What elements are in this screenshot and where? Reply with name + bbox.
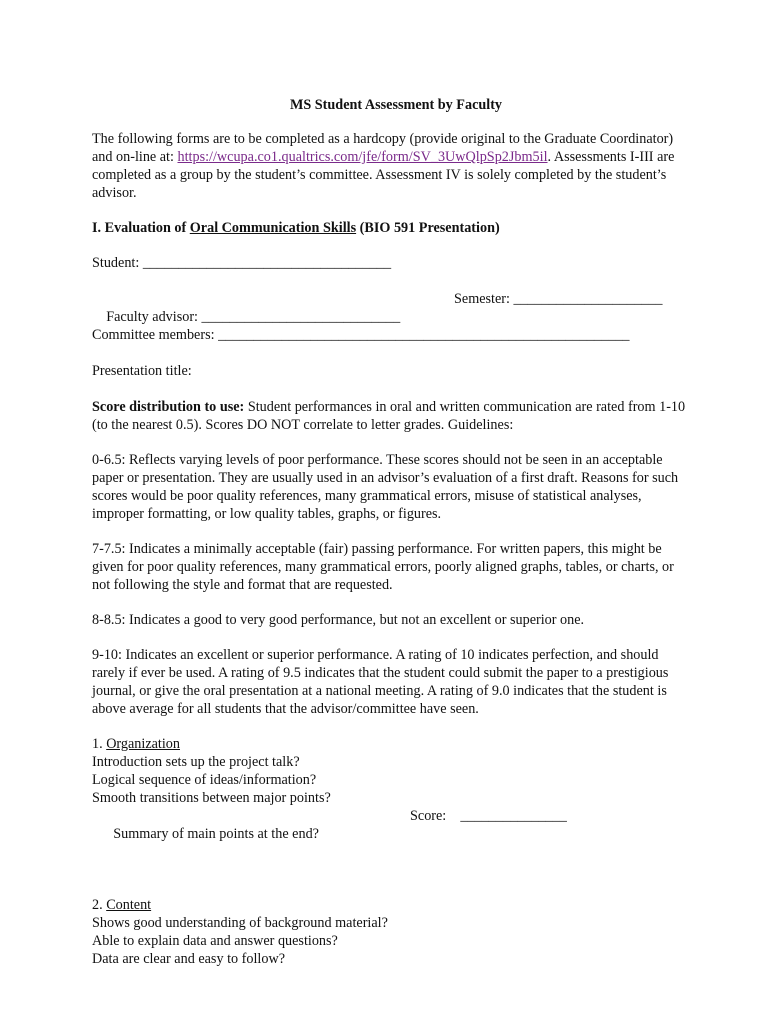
score-distribution-text: Student performances in oral and written communication are rated from 1-10 (to the nearest 0.5). Scores DO NOT correlate to letter grades. Guidelines: xyxy=(92,399,686,433)
criterion-number: 1. xyxy=(92,736,107,752)
section-suffix: (BIO 591 Presentation) xyxy=(356,220,500,236)
advisor-semester-row xyxy=(92,290,692,325)
criterion-item-with-score xyxy=(92,807,692,879)
guideline-8-8-5: 8-8.5: Indicates a good to very good performance, but not an excellent or superior one. xyxy=(92,612,585,628)
criterion-item: Shows good understanding of background material? xyxy=(92,915,388,931)
score-distribution-paragraph xyxy=(92,398,692,434)
guideline-0-6-5: 0-6.5: Reflects varying levels of poor performance. These scores should not be seen in an acceptable paper or presentation. They are usually used in an advisor’s evaluation of a first draft. Reasons for such scores would be poor quality references, many grammatical errors, misuse of statistical analyses, improper formatting, or low quality tables, graphs, or figures. xyxy=(92,452,679,522)
criterion-heading xyxy=(92,896,692,914)
committee-members-field[interactable]: Committee members: __________________________________________________________ xyxy=(92,327,630,343)
criterion-item: Introduction sets up the project talk? xyxy=(92,754,300,770)
criterion-item: Able to explain data and answer questions? xyxy=(92,933,338,949)
guideline-9-10: 9-10: Indicates an excellent or superior performance. A rating of 10 indicates perfection, and should rarely if ever be used. A rating of 9.5 indicates that the student could submit the paper to a prestigious journal, or give the oral presentation at a national meeting. A rating of 9.0 indicates that the student is above average for all students that the advisor/committee have seen. xyxy=(92,647,669,717)
student-field[interactable]: Student: ___________________________________ xyxy=(92,255,392,271)
criterion-heading xyxy=(92,735,692,753)
guideline-7-7-5: 7-7.5: Indicates a minimally acceptable (fair) passing performance. For written papers, this might be given for poor quality references, many grammatical errors, poorly aligned graphs, tables, or charts, or not following the style and format that are requested. xyxy=(92,541,674,593)
criterion-item: Data are clear and easy to follow? xyxy=(92,951,286,967)
presentation-title-field[interactable]: Presentation title: xyxy=(92,363,192,379)
form-title: MS Student Assessment by Faculty xyxy=(289,97,503,113)
criterion-content xyxy=(92,896,692,968)
intro-paragraph xyxy=(92,130,692,202)
criterion-name: Organization xyxy=(106,736,180,752)
assessment-form xyxy=(92,96,692,985)
criterion-item: Logical sequence of ideas/information? xyxy=(92,772,317,788)
criterion-name: Content xyxy=(106,897,152,913)
criterion-number: 2. xyxy=(92,897,107,913)
semester-field[interactable]: Semester: _____________________ xyxy=(454,291,663,307)
intro-text-after-link: . Assessments I-III are completed as a group by the student’s committee. Assessment IV is solely completed by the student’s advisor. xyxy=(92,149,675,201)
score-distribution-label: Score distribution to use: xyxy=(92,399,245,415)
section-underlined-title: Oral Communication Skills xyxy=(189,220,357,236)
faculty-advisor-field[interactable]: Faculty advisor: ____________________________ xyxy=(106,309,401,325)
criterion-organization xyxy=(92,735,692,879)
section-prefix: I. Evaluation of xyxy=(92,220,190,236)
intro-text-before-link: The following forms are to be completed as a hardcopy (provide original to the Graduate Coordinator) and on-line at: xyxy=(92,131,674,165)
criterion-item: Smooth transitions between major points? xyxy=(92,790,331,806)
criterion-item: Summary of main points at the end? xyxy=(113,826,319,842)
qualtrics-link[interactable]: https://wcupa.co1.qualtrics.com/jfe/form/SV_3UwQlpSp2Jbm5il xyxy=(177,149,548,165)
organization-score-field[interactable]: Score: _______________ xyxy=(410,808,567,824)
section-heading xyxy=(92,219,692,237)
